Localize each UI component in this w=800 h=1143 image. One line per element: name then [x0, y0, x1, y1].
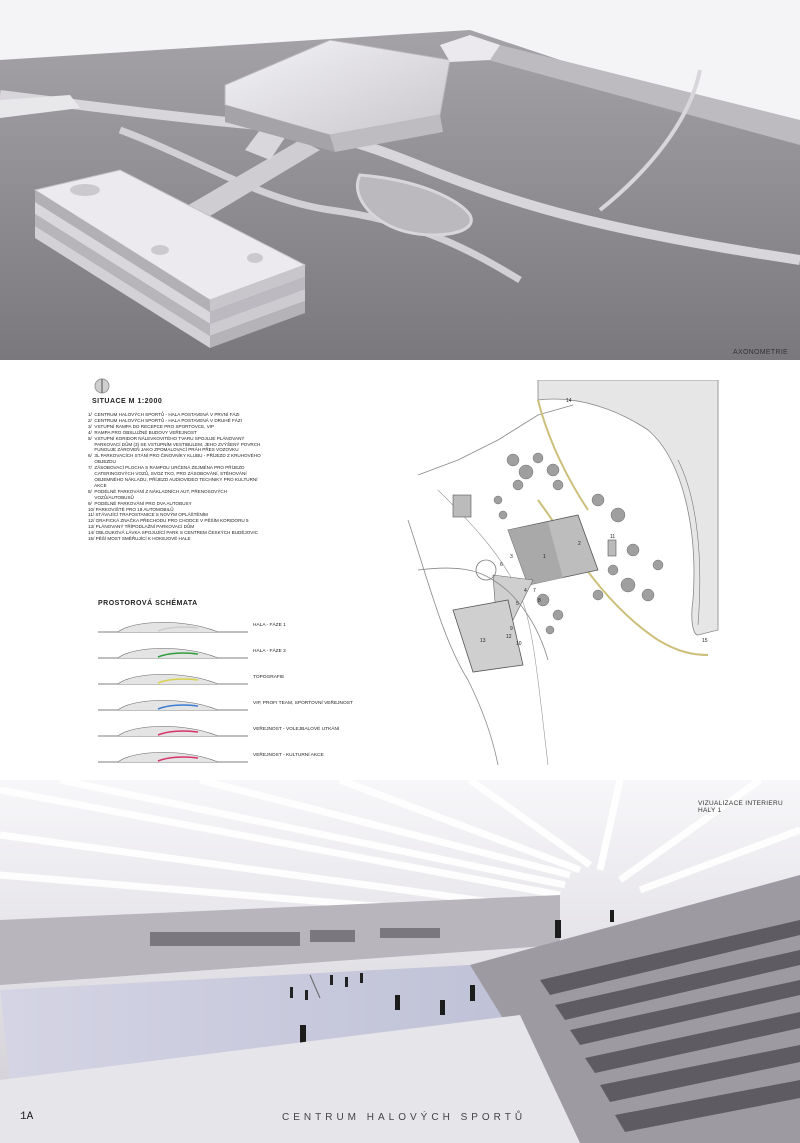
- axonometry-render: [0, 0, 800, 360]
- legend-item: 8/ PODÉLNÉ PARKOVÁNÍ Z NÁKLADNÍCH AUT, PŘENOSOVÝCH: [88, 488, 228, 494]
- schema-row: [98, 644, 398, 662]
- legend-item: 12/ GRAFICKÁ ZNAČKA PŘECHODU PRO CHODCE V PĚŠÍM KORIDORU 5: [88, 518, 249, 524]
- legend-item: VOZŮ/AUTOBUSŮ: [88, 494, 134, 500]
- legend-item: 3/ VSTUPNÍ RAMPA DO RECEPCE PRO SPORTOVCE, VIP: [88, 423, 215, 429]
- schema-section-drawing: [98, 722, 248, 740]
- schema-row: [98, 696, 398, 714]
- schema-row: [98, 748, 398, 766]
- situation-legend: [88, 412, 288, 542]
- legend-item: FUNGUJE ZÁROVEŇ JAKO ZPOMALOVACÍ PRÁH PŘES VOZOVKU: [88, 447, 239, 453]
- schema-label: TOPOGRAFIE: [253, 675, 285, 680]
- schema-row: [98, 618, 398, 636]
- legend-item: 1/ CENTRUM HALOVÝCH SPORTŮ - HALA POSTAVENÁ V PRVNÍ FÁZI: [88, 412, 240, 417]
- schema-label: VEŘEJNOST - KULTURNÍ AKCE: [253, 753, 324, 758]
- schema-section-drawing: [98, 618, 248, 636]
- site-number-1: 1: [543, 554, 546, 560]
- site-number-11: 11: [610, 534, 616, 540]
- schema-section-drawing: [98, 644, 248, 662]
- schemata-title: PROSTOROVÁ SCHÉMATA: [98, 600, 198, 607]
- site-number-2: 2: [578, 541, 581, 547]
- site-number-7: 7: [533, 588, 536, 594]
- legend-item: 10/ PARKOVIŠTĚ PRO 19 AUTOMOBILŮ: [88, 506, 174, 512]
- legend-item: 15/ PĚŠÍ MOST SMĚŘUJÍCÍ K HOKEJOVÉ HALE: [88, 536, 191, 542]
- schema-row: [98, 722, 398, 740]
- legend-item: 5/ VSTUPNÍ KORIDOR NÁLEVKOVITÉHO TVARU SPOJUJE PLÁNOVANÝ: [88, 435, 245, 441]
- interior-label: VIZUALIZACE INTERIERU HALY 1: [698, 800, 784, 814]
- legend-item: 11/ STÁVAJÍCÍ TRAFOSTANICE S NOVÝM OPLÁŠTĚNÍM: [88, 512, 208, 518]
- legend-item: 6/ 3L PARKOVACÍCH STÁNÍ PRO ČINOVNÍKY KLUBU - PŘÍJEZD Z KRUHOVÉHO: [88, 453, 261, 459]
- sheet-code: 1A: [20, 1111, 34, 1123]
- legend-item: AKCE: [88, 482, 107, 488]
- legend-item: 2/ CENTRUM HALOVÝCH SPORTŮ - HALA POSTAVENÁ V DRUHÉ FÁZI: [88, 417, 242, 423]
- site-number-3: 3: [510, 554, 513, 560]
- legend-item: OBJEZDU: [88, 459, 116, 465]
- situation-panel: [0, 360, 800, 780]
- schema-section-drawing: [98, 670, 248, 688]
- schema-section-drawing: [98, 696, 248, 714]
- schema-label: VIP, PROFI TEAM, SPORTOVNÍ VEŘEJNOST: [253, 701, 353, 706]
- north-arrow-icon: [94, 378, 110, 394]
- site-number-15: 15: [702, 638, 708, 644]
- site-number-13: 13: [480, 638, 486, 644]
- site-number-8: 8: [538, 598, 541, 604]
- legend-item: 7/ ZÁSOBOVACÍ PLOCHA S RAMPOU URČENÁ ZEJMÉNA PRO PŘÍJEZD: [88, 465, 245, 471]
- legend-item: 4/ RAMPA PRO OBSLUŽNÉ BUDOVY VEŘEJNOST: [88, 429, 197, 435]
- schema-row: [98, 670, 398, 688]
- legend-item: PARKOVACÍ DŮM (3) SE VSTUPNÍM VESTIBULEM, JEHO ZVÝŠENÝ POVRCH: [88, 441, 261, 447]
- site-number-10: 10: [516, 641, 522, 647]
- site-number-4: 4: [524, 588, 527, 594]
- axonometry-view: [0, 0, 800, 360]
- site-number-6: 6: [500, 562, 503, 568]
- legend-item: 14/ OBLOUKOVÁ LÁVKA SPOJUJÍCÍ PARK S CENTREM ČESKÝCH BUDĚJOVIC: [88, 530, 258, 536]
- schema-label: HALA - FÁZE 2: [253, 649, 286, 654]
- site-plan-drawing: [398, 380, 800, 770]
- site-number-12: 12: [506, 634, 512, 640]
- axonometry-label: AXONOMETRIE: [733, 349, 789, 356]
- schema-label: VEŘEJNOST - VOLEJBALOVÉ UTKÁNÍ: [253, 727, 340, 732]
- schema-label: HALA - FÁZE 1: [253, 623, 286, 628]
- site-number-14: 14: [566, 398, 572, 404]
- legend-item: CATERINGOVÝCH VOZŮ, SVOZ TKO, PRO ZÁSOBOVÁNÍ, STĚHOVÁNÍ: [88, 471, 247, 477]
- legend-item: 13/ PLÁNOVANÝ TŘÍPODLAŽNÍ PARKOVACÍ DŮM: [88, 524, 195, 530]
- schema-section-drawing: [98, 748, 248, 766]
- interior-render: [0, 780, 800, 1143]
- legend-item: OBJEMNÉHO NÁKLADU, PŘÍJEZD AUDIOVIDEO TECHNIKY PRO KULTURNÍ: [88, 476, 258, 482]
- site-number-5: 5: [516, 601, 519, 607]
- interior-visualization: [0, 780, 800, 1143]
- situation-title: SITUACE M 1:2000: [92, 398, 163, 405]
- site-number-9: 9: [510, 626, 513, 632]
- legend-item: 9/ PODÉLNÉ PARKOVÁNÍ PRO DVA AUTOBUSY: [88, 500, 192, 506]
- project-title: CENTRUM HALOVÝCH SPORTŮ: [282, 1112, 527, 1123]
